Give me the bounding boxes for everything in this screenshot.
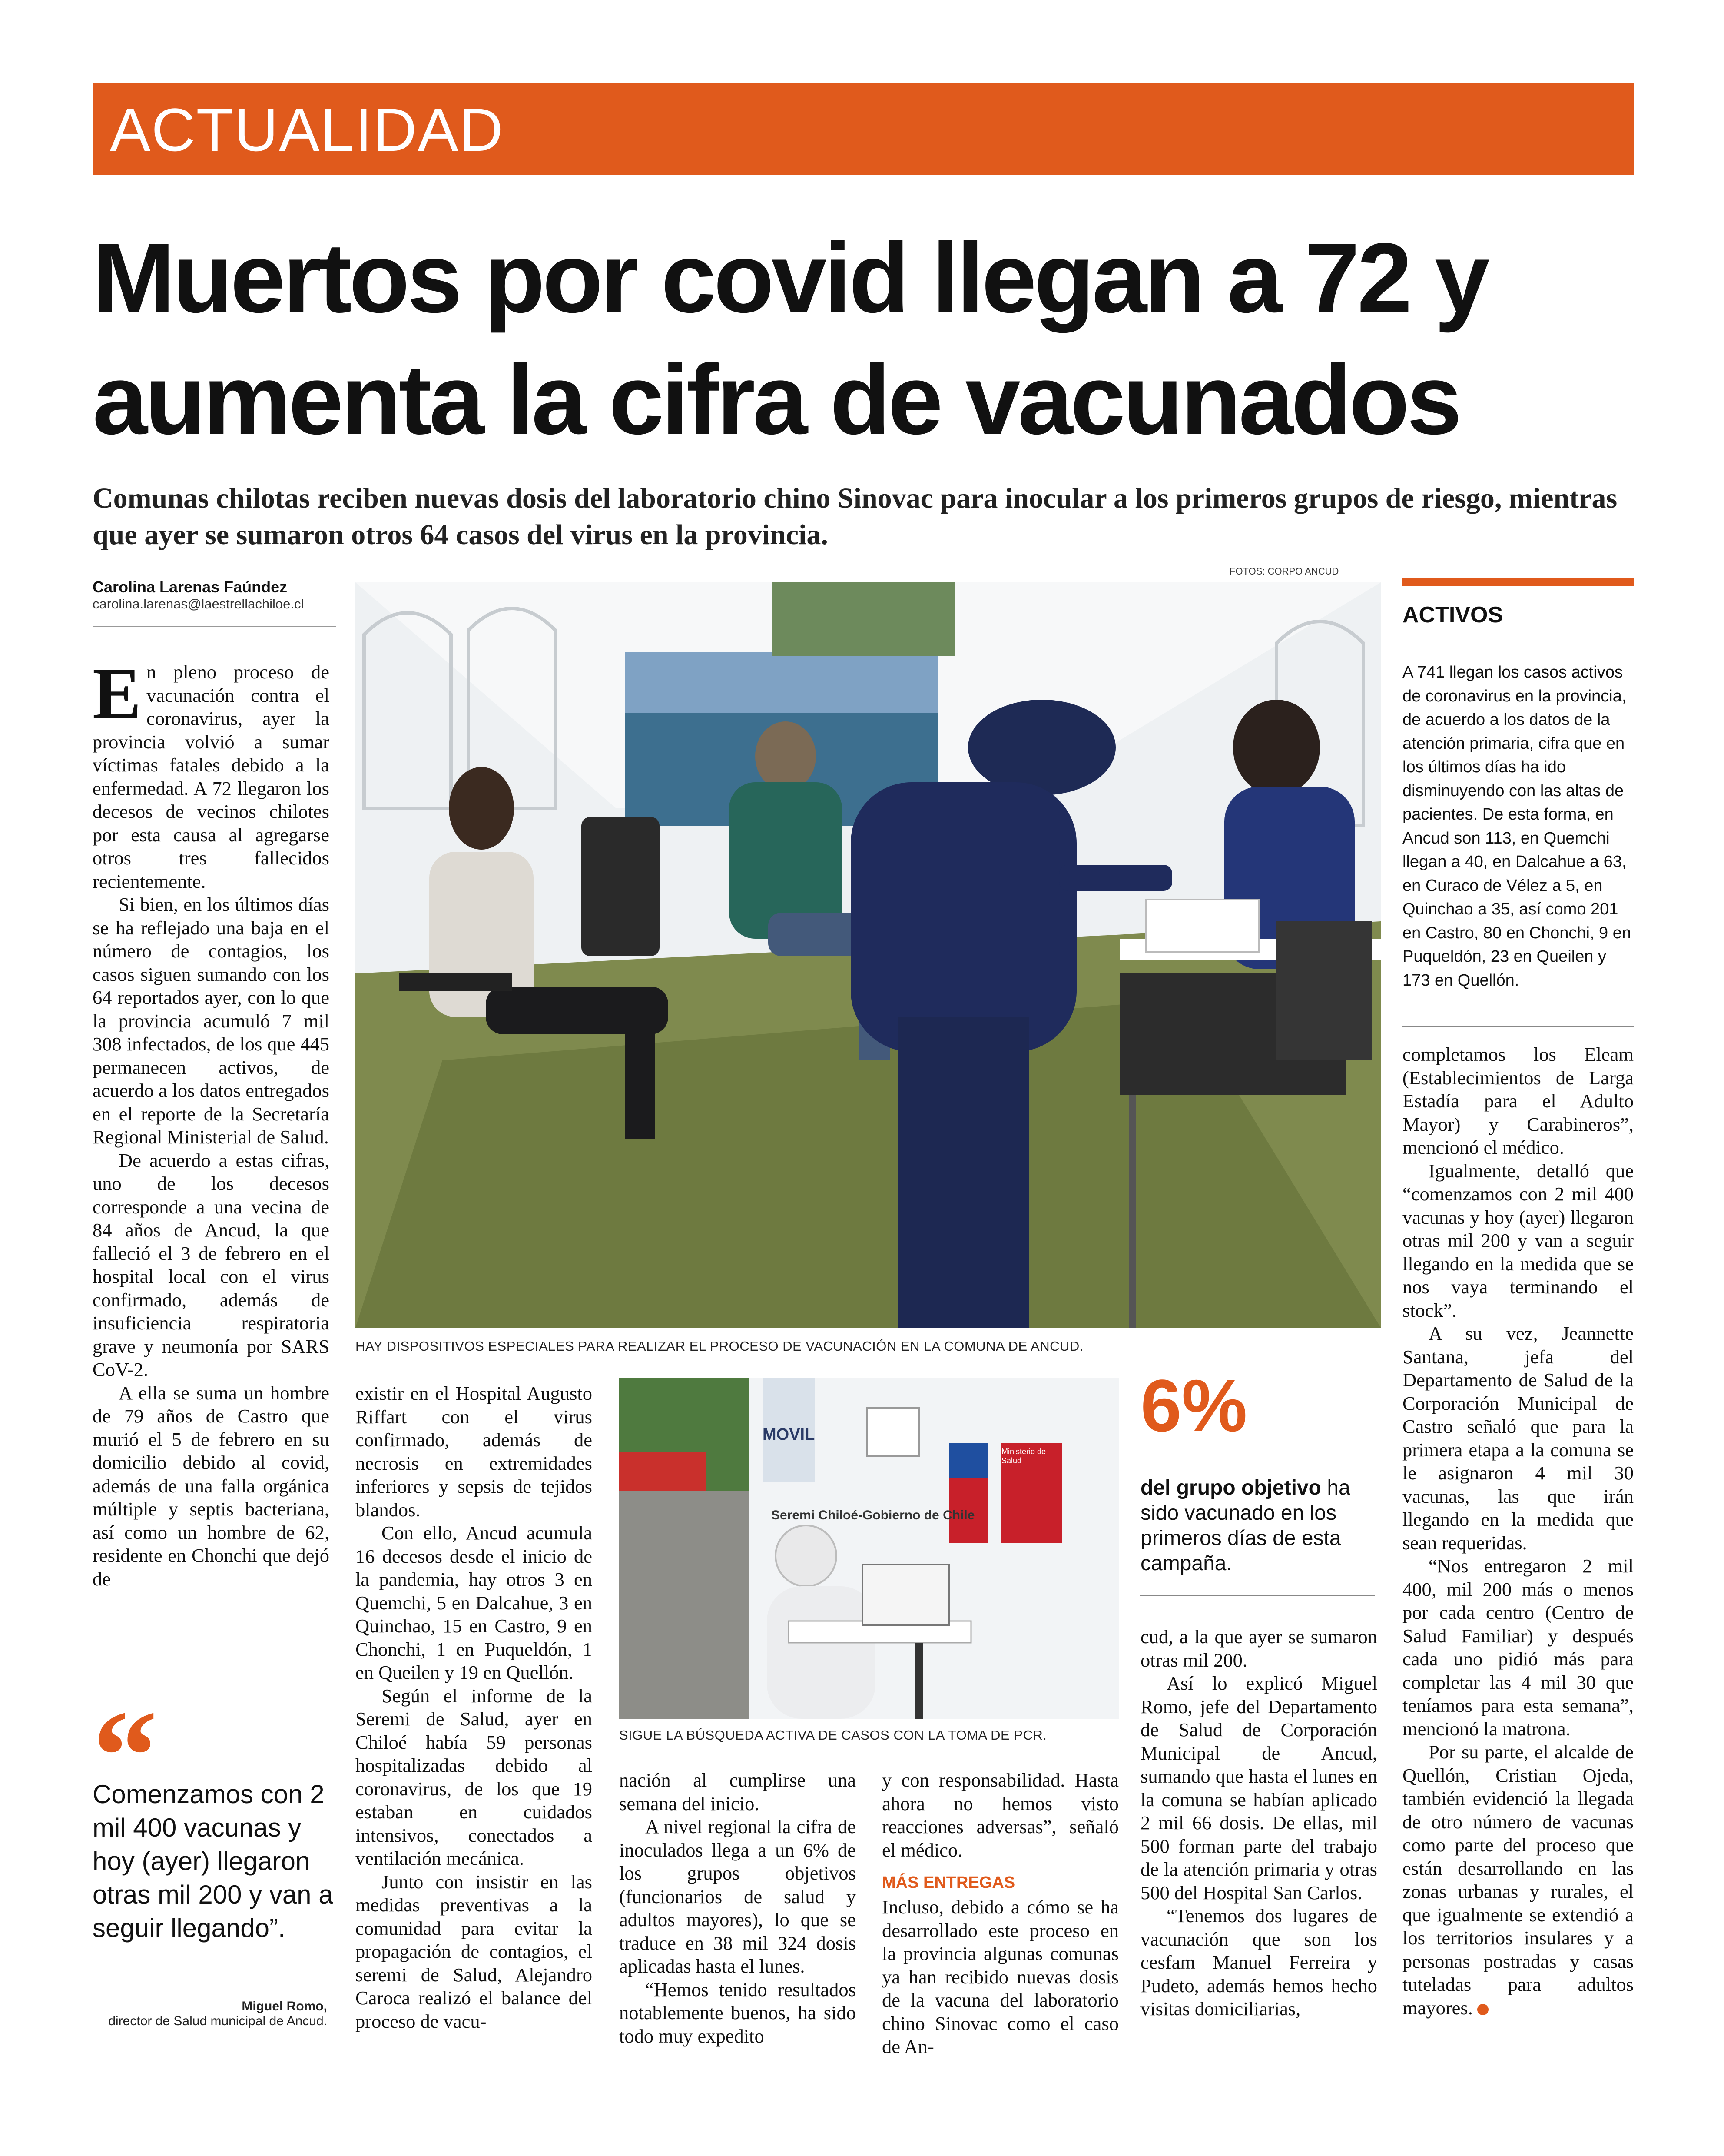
paragraph: existir en el Hospital Augusto Riffart con el virus confirmado, además de necrosis en extremidades inferiores y sepsis de tejidos blandos. [355,1382,592,1521]
paragraph: cud, a la que ayer se sumaron otras mil 200. [1140,1626,1377,1671]
byline [93,578,336,612]
stat-value: 6% [1140,1365,1247,1447]
quote-author: Miguel Romo, [242,1999,327,2013]
body-column-2 [355,1382,592,2033]
paragraph: Si bien, en los últimos días se ha reflejado una baja en el número de contagios, los casos siguen sumando con los 64 reportados ayer, con lo que la provincia acumuló 7 mil 308 infectados, de los que 445 permanecen activos, de acuerdo a los datos entregados en el reporte de la Secretaría Regional Ministerial de Salud. [93,894,329,1148]
paragraph: Igualmente, detalló que “comenzamos con 2 mil 400 vacunas y hoy (ayer) llegaron otras mil 200 y van a seguir llegando en la medida que se nos vaya terminando el stock”. [1402,1159,1634,1321]
quote-mark: “ [93,1684,158,1828]
paragraph [93,653,329,893]
body-column-4 [882,1769,1119,2059]
paragraph: y con responsabilidad. Hasta ahora no hemos visto reacciones adversas”, señaló el médico. [882,1769,1119,1861]
secondary-photo-caption: SIGUE LA BÚSQUEDA ACTIVA DE CASOS CON LA TOMA DE PCR. [619,1727,1047,1743]
paragraph: A nivel regional la cifra de inoculados llega a un 6% de los grupos objetivos (funcionarios de salud y adultos mayores), lo que se traduce en 38 mil 324 dosis aplicadas hasta el lunes. [619,1816,856,1977]
main-photo [355,582,1381,1328]
end-of-article-icon [1477,2004,1489,2015]
paragraph: “Nos entregaron 2 mil 400, mil 200 más o menos por cada centro (Centro de Salud Familiar) y después cada uno pidió más para completar las 4 mil 30 que teníamos para esta semana”, mencionó la matrona. [1402,1555,1634,1740]
paragraph: Así lo explicó Miguel Romo, jefe del Departamento de Salud de Corporación Municipal de Ancud, sumando que hasta el lunes en la comuna se habían aplicado 2 mil 66 dosis. De ellas, mil 500 forman parte del trabajo de la atención primaria y otras 500 del Hospital San Carlos. [1140,1672,1377,1904]
stat-rule [1140,1595,1375,1596]
deck: Comunas chilotas reciben nuevas dosis del laboratorio chino Sinovac para inocular a los primeros grupos de riesgo, mientras que ayer se sumaron otros 64 casos del virus en la provincia. [93,482,1618,551]
sidebar-bottom-rule [1402,1026,1634,1027]
section-banner [93,83,1634,175]
body-column-6 [1402,1043,1634,2020]
pull-quote-attribution [93,1999,327,2029]
van-movil-sign: MOVIL [763,1425,815,1444]
byline-rule [93,626,336,627]
quote-author-role: director de Salud municipal de Ancud. [108,2014,327,2028]
sidebar-text: A 741 llegan los casos activos de coronavirus en la provincia, de acuerdo a los datos de la atención primaria, cifra que en los últimos días ha ido disminuyendo con las altas de pacientes. De esta forma, en Ancud son 113, en Quemchi llegan a 40, en Dalcahue a 63, en Curaco de Vélez a 5, en Quinchao a 35, así como 201 en Castro, 80 en Chonchi, 9 en Puqueldón, 23 en Queilen y 173 en Quellón. [1402,663,1631,990]
pull-quote-text: Comenzamos con 2 mil 400 vacunas y hoy (ayer) llegaron otras mil 200 y van a seguir llegando”. [93,1780,333,1943]
paragraph: A ella se suma un hombre de 79 años de Castro que murió el 5 de febrero en su domicilio debido al covid, además de una falla orgánica múltiple y septis bacteriana, así como un hombre de 62, residente en Chonchi que dejó de [93,1382,329,1590]
paragraph: Junto con insistir en las medidas preventivas a la comunidad para evitar la propagación de contagios, el seremi de Salud, Alejandro Caroca realizó el balance del proceso de vacu- [355,1870,592,2032]
body-column-5 [1140,1625,1377,2021]
stat-text [1140,1475,1366,1576]
paragraph: “Hemos tenido resultados notablemente buenos, ha sido todo muy expedito [619,1978,856,2047]
paragraph: De acuerdo a estas cifras, uno de los decesos corresponde a una vecina de 84 años de Ancud, la que falleció el 3 de febrero en el hospital local con el virus confirmado, además de insuficiencia respiratoria grave y neumonía por SARS CoV-2. [93,1149,329,1380]
byline-name: Carolina Larenas Faúndez [93,578,288,596]
photo-credit: FOTOS: CORPO ANCUD [1230,566,1339,577]
drop-cap: E [93,653,142,734]
paragraph: Con ello, Ancud acumula 16 decesos desde el inicio de la pandemia, hay otros 3 en Quemchi, 5 en Dalcahue, 3 en Quinchao, 15 en Castro, 9 en Chonchi, 1 en Puqueldón, 1 en Queilen y 19 en Quellón. [355,1522,592,1683]
paragraph-text: n pleno proceso de vacunación contra el coronavirus, ayer la provincia volvió a sumar víctimas fatales debido a la enfermedad. A 72 llegaron los decesos de vecinos chilotes por esta causa al agregarse otros tres fallecidos recientemente. [93,661,329,892]
section-label: ACTUALIDAD [110,96,504,164]
paragraph: Según el informe de la Seremi de Salud, ayer en Chiloé había 59 personas hospitalizadas debido al coronavirus, de los que 19 estaban en cuidados intensivos, conectados a ventilación mecánica. [355,1684,592,1869]
paragraph [1402,1741,1634,2020]
subhead: MÁS ENTREGAS [882,1874,1015,1892]
paragraph: A su vez, Jeannette Santana, jefa del Departamento de Salud de la Corporación Municipal de Castro señaló que para la primera etapa a la comuna se le asignaron 4 mil 30 vacunas, las que irán llegando en la medida que sean requeridas. [1402,1322,1634,1554]
body-column-3 [619,1769,856,2048]
sidebar-title: ACTIVOS [1402,602,1503,628]
headline: Muertos por covid llegan a 72 y aumenta la cifra de vacunados [93,223,1487,455]
stat-rest: ha sido vacunado en los primeros días de esta campaña. [1140,1476,1350,1575]
paragraph: Incluso, debido a cómo se ha desarrollado este proceso en la provincia algunas comunas ya han recibido nuevas dosis de la vacuna del laboratorio chino Sinovac como el caso de An- [882,1896,1119,2057]
paragraph: completamos los Eleam (Establecimientos de Larga Estadía para el Adulto Mayor) y Carabineros”, mencionó el médico. [1402,1043,1634,1158]
main-photo-caption: HAY DISPOSITIVOS ESPECIALES PARA REALIZAR EL PROCESO DE VACUNACIÓN EN LA COMUNA DE ANCUD. [355,1339,1084,1354]
paragraph: nación al cumplirse una semana del inicio. [619,1769,856,1814]
body-column-1 [93,653,329,1591]
van-ministry-sign: Ministerio de Salud [1001,1447,1046,1465]
stat-bold: del grupo objetivo [1140,1476,1321,1499]
sidebar-rule [1402,578,1634,586]
byline-email: carolina.larenas@laestrellachiloe.cl [93,596,304,611]
paragraph-text: Por su parte, el alcalde de Quellón, Cristian Ojeda, también evidenció la llegada de otro número de vacunas como parte del proceso que están desarrollando en las zonas urbanas y rurales, el que igualmente se extendió a los territorios insulares y a personas postradas y casas tuteladas para adultos mayores. [1402,1741,1634,2019]
van-gov-sign: Seremi Chiloé-Gobierno de Chile [771,1508,975,1522]
paragraph: “Tenemos dos lugares de vacunación que son los cesfam Manuel Ferreira y Pudeto, además hemos hecho visitas domiciliarias, [1140,1905,1377,2020]
secondary-photo [619,1378,1119,1719]
